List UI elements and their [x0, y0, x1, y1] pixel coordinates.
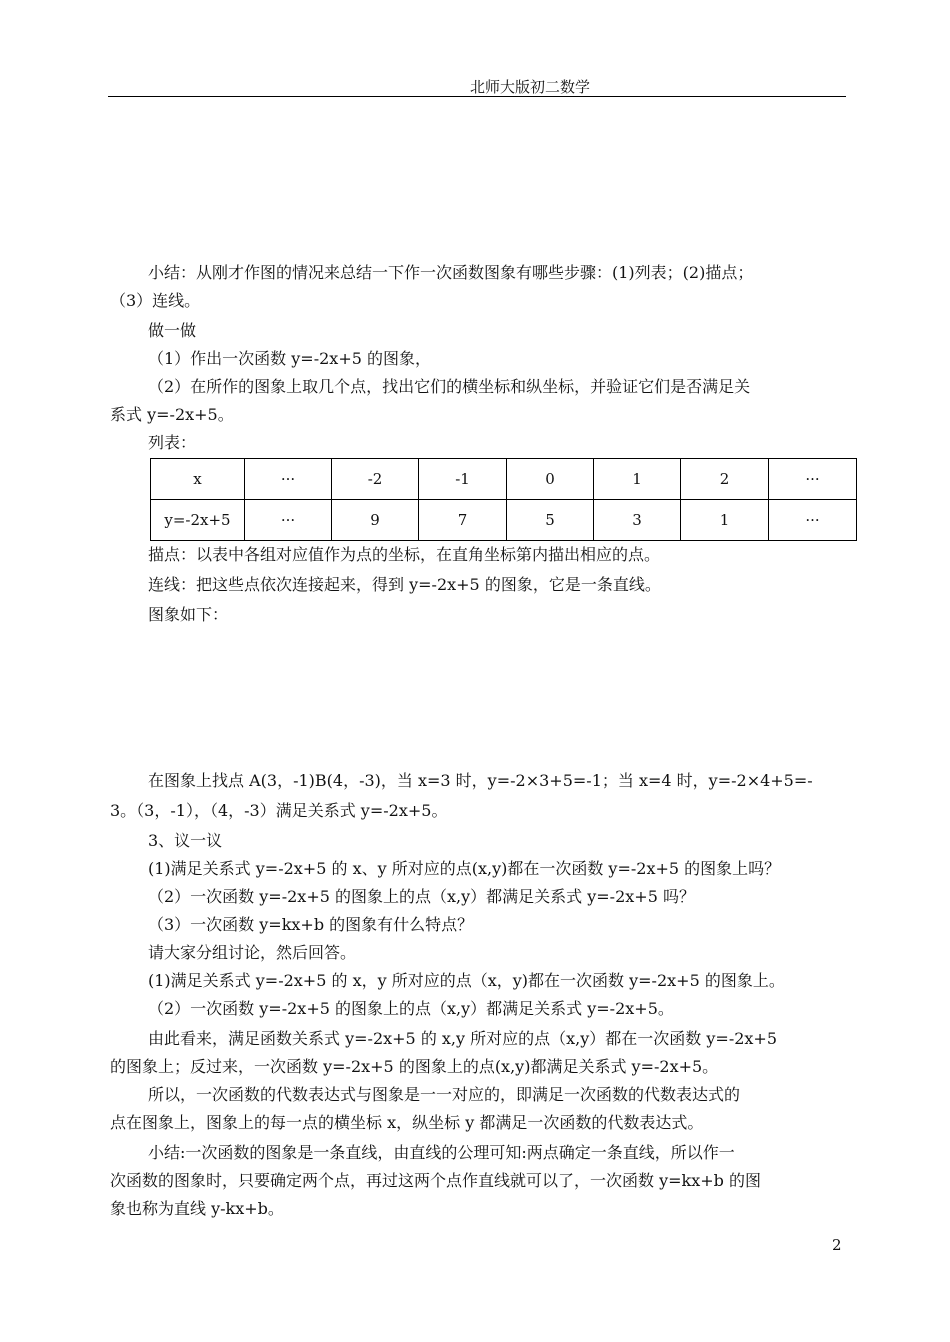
- table-cell: x: [151, 459, 245, 500]
- discuss-answer-2: （2）一次函数 y=-2x+5 的图象上的点（x,y）都满足关系式 y=-2x+5。: [148, 999, 674, 1018]
- table-cell: ···: [769, 500, 857, 541]
- verify-line-1: 在图象上找点 A(3，-1)B(4，-3)，当 x=3 时，y=-2×3+5=-1；当 x=4 时，y=-2×4+5=-: [148, 771, 813, 790]
- conclusion-p1-line-2: 的图象上；反过来，一次函数 y=-2x+5 的图象上的点(x,y)都满足关系式 y=-2x+5。: [110, 1057, 719, 1076]
- verify-line-2: 3。（3，-1），（4，-3）满足关系式 y=-2x+5。: [110, 801, 448, 820]
- table-cell: ···: [769, 459, 857, 500]
- table-cell: 2: [681, 459, 769, 500]
- discuss-question-3: （3）一次函数 y=kx+b 的图象有什么特点？: [148, 915, 474, 934]
- table-row-x: [151, 459, 857, 500]
- conclusion-p1-line-1: 由此看来，满足函数关系式 y=-2x+5 的 x,y 所对应的点（x,y）都在一次函数 y=-2x+5: [148, 1029, 778, 1048]
- exercise-question-1: （1）作出一次函数 y=-2x+5 的图象，: [148, 349, 431, 368]
- page-number: 2: [832, 1236, 842, 1254]
- exercise-question-2-line-1: （2）在所作的图象上取几个点，找出它们的横坐标和纵坐标，并验证它们是否满足关: [148, 377, 751, 396]
- table-cell: 9: [332, 500, 419, 541]
- table-cell: 3: [594, 500, 681, 541]
- table-row-y: [151, 500, 857, 541]
- table-cell: 1: [594, 459, 681, 500]
- page-header-title: 北师大版初二数学: [470, 78, 591, 96]
- discuss-answer-1: (1)满足关系式 y=-2x+5 的 x，y 所对应的点（x，y)都在一次函数 y=-2x+5 的图象上。: [148, 971, 785, 990]
- table-cell: 7: [419, 500, 507, 541]
- table-label: 列表：: [148, 433, 197, 452]
- discuss-question-2: （2）一次函数 y=-2x+5 的图象上的点（x,y）都满足关系式 y=-2x+5 吗？: [148, 887, 695, 906]
- graph-caption: 图象如下：: [148, 605, 229, 624]
- header-divider: [108, 96, 846, 97]
- table-cell: ···: [245, 500, 332, 541]
- conclusion-p2-line-2: 点在图象上，图象上的每一点的横坐标 x，纵坐标 y 都满足一次函数的代数表达式。: [110, 1113, 704, 1132]
- table-cell: -1: [419, 459, 507, 500]
- summary-line-2: （3）连线。: [110, 291, 201, 310]
- conclusion-p2-line-1: 所以，一次函数的代数表达式与图象是一一对应的，即满足一次函数的代数表达式的: [148, 1085, 741, 1104]
- table-cell: y=-2x+5: [151, 500, 245, 541]
- plot-step: 描点：以表中各组对应值作为点的坐标，在直角坐标第内描出相应的点。: [148, 545, 661, 564]
- connect-step: 连线：把这些点依次连接起来，得到 y=-2x+5 的图象，它是一条直线。: [148, 575, 661, 594]
- discuss-prompt: 请大家分组讨论，然后回答。: [148, 943, 357, 962]
- table-cell: 0: [507, 459, 594, 500]
- summary-line-1: 小结：从刚才作图的情况来总结一下作一次函数图象有哪些步骤：(1)列表；(2)描点；: [148, 263, 754, 282]
- table-cell: ···: [245, 459, 332, 500]
- table-cell: 1: [681, 500, 769, 541]
- conclusion-p3-line-1: 小结:一次函数的图象是一条直线，由直线的公理可知:两点确定一条直线，所以作一: [148, 1143, 735, 1162]
- exercise-heading: 做一做: [148, 321, 197, 340]
- exercise-question-2-line-2: 系式 y=-2x+5。: [110, 405, 234, 424]
- table-cell: -2: [332, 459, 419, 500]
- value-table: [150, 458, 857, 541]
- discuss-question-1: (1)满足关系式 y=-2x+5 的 x、y 所对应的点(x,y)都在一次函数 y=-2x+5 的图象上吗？: [148, 859, 781, 878]
- table-cell: 5: [507, 500, 594, 541]
- discuss-heading: 3、议一议: [148, 831, 223, 850]
- conclusion-p3-line-3: 象也称为直线 y-kx+b。: [110, 1199, 284, 1218]
- conclusion-p3-line-2: 次函数的图象时，只要确定两个点，再过这两个点作直线就可以了，一次函数 y=kx+b 的图: [110, 1171, 761, 1190]
